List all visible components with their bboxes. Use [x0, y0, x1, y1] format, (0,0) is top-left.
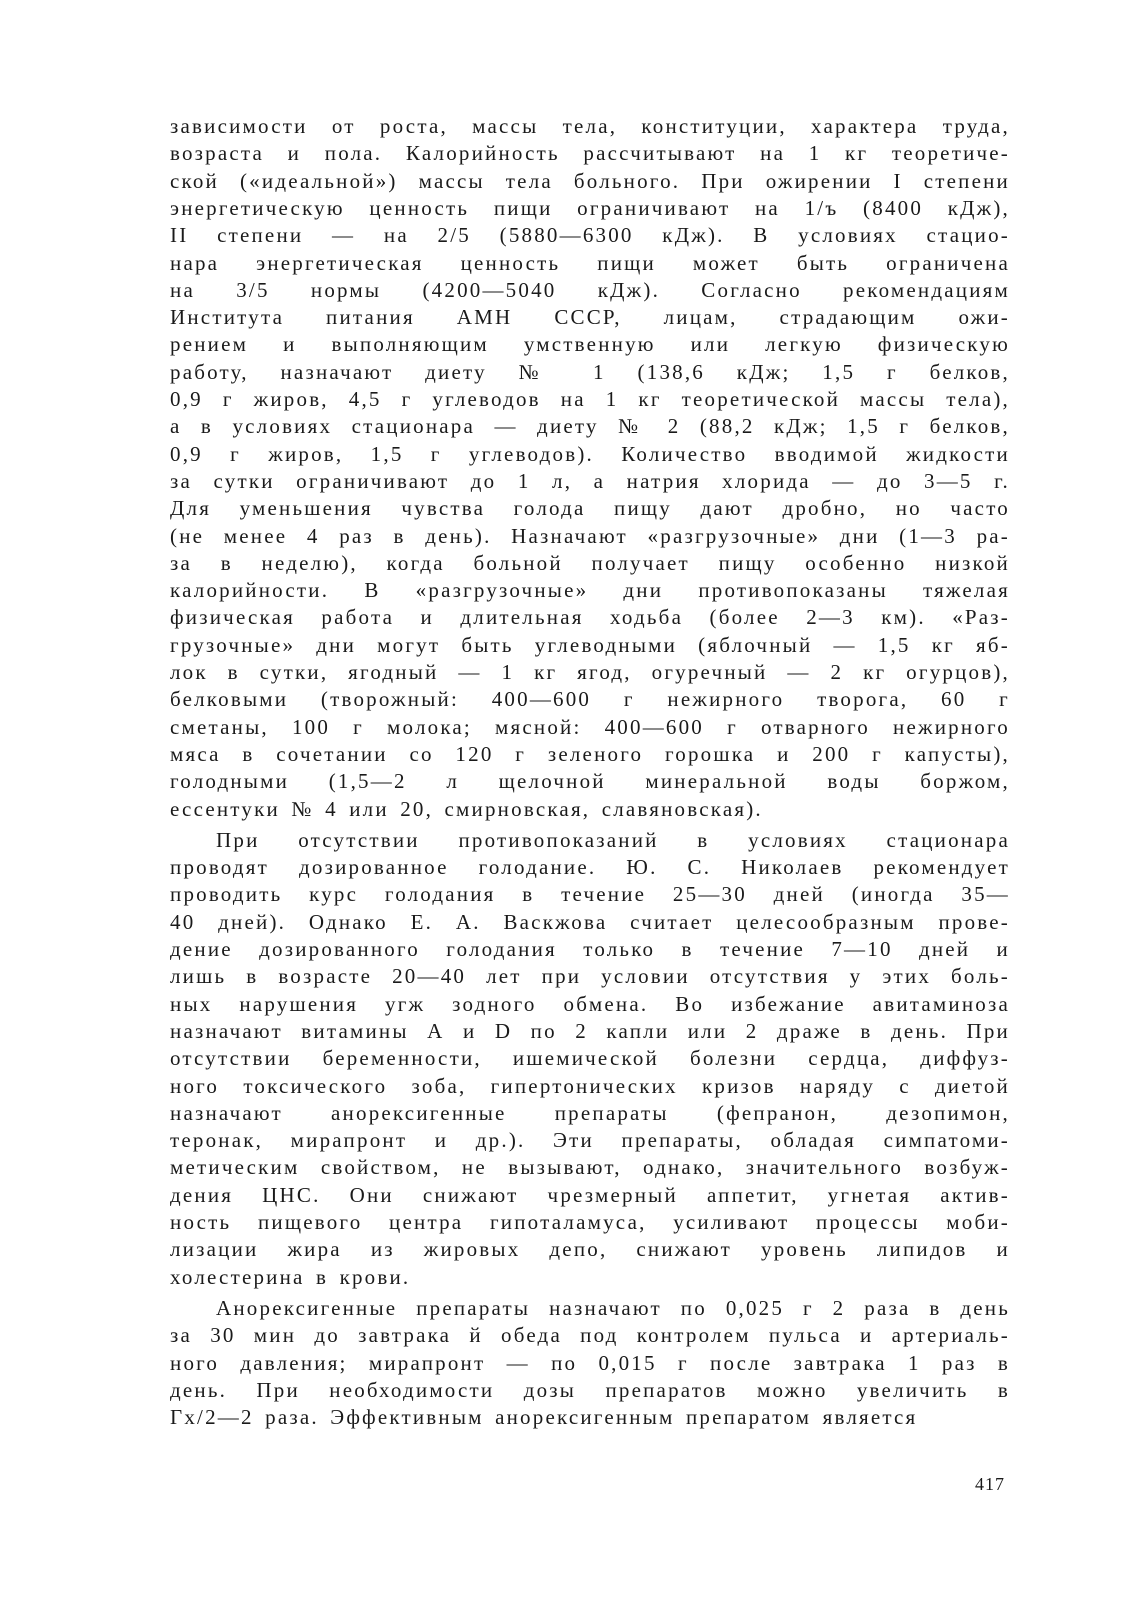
- page-number: 417: [975, 1474, 1005, 1494]
- text-line: возраста и пола. Калорийность рассчитывают на 1 кг теоретиче-: [170, 141, 1010, 166]
- text-line: ных нарушения угж зодного обмена. Во избежание авитаминоза: [170, 991, 1010, 1016]
- text-line: нара энергетическая ценность пищи может быть ограничена: [170, 250, 1010, 275]
- text-line: мяса в сочетании со 120 г зеленого горошка и 200 г капусты),: [170, 741, 1010, 766]
- text-line: ного давления; мирапронт — по 0,015 г после завтрака 1 раз в: [170, 1350, 1010, 1375]
- text-line: день. При необходимости дозы препаратов можно увеличить в: [170, 1377, 1010, 1402]
- text-line: 0,9 г жиров, 4,5 г углеводов на 1 кг теоретической массы тела),: [170, 387, 1010, 411]
- text-line: Гx/2—2 раза. Эффективным анорексигенным препаратом является: [170, 1405, 918, 1430]
- text-line: отсутствии беременности, ишемической болезни сердца, диффуз-: [170, 1046, 1010, 1071]
- text-line: а в условиях стационара — диету № 2 (88,2 кДж; 1,5 г белков,: [170, 414, 1010, 439]
- text-line: дение дозированного голодания только в течение 7—10 дней и: [170, 937, 1010, 961]
- text-line: проводят дозированное голодание. Ю. С. Николаев рекомендует: [170, 855, 1010, 880]
- text-line: энергетическую ценность пищи ограничивают на 1/ъ (8400 кДж),: [170, 195, 1010, 220]
- text-line: II степени — на 2/5 (5880—6300 кДж). В условиях стацио-: [170, 223, 1010, 248]
- text-line: за в неделю), когда больной получает пищу особенно низкой: [170, 550, 1010, 575]
- text-line: холестерина в крови.: [170, 1264, 411, 1289]
- text-line: При отсутствии противопоказаний в условиях стационара: [216, 827, 1010, 852]
- text-line: лок в сутки, ягодный — 1 кг ягод, огуречный — 2 кг огурцов),: [170, 660, 1010, 684]
- text-line: назначают анорексигенные препараты (фепранон, дезопимон,: [170, 1100, 1010, 1125]
- text-line: зависимости от роста, массы тела, конституции, характера труда,: [170, 114, 1010, 138]
- text-line: Для уменьшения чувства голода пищу дают дробно, но часто: [170, 496, 1010, 521]
- text-line: 0,9 г жиров, 1,5 г углеводов). Количество вводимой жидкости: [170, 441, 1010, 466]
- text-line: белковыми (творожный: 400—600 г нежирного творога, 60 г: [170, 687, 1010, 712]
- text-line: на 3/5 нормы (4200—5040 кДж). Согласно рекомендациям: [170, 277, 1010, 302]
- text-line: лишь в возрасте 20—40 лет при условии отсутствия у этих боль-: [170, 964, 1010, 989]
- text-line: теронак, мирапронт и др.). Эти препараты, обладая симпатоми-: [170, 1128, 1010, 1153]
- text-line: физическая работа и длительная ходьба (более 2—3 км). «Раз-: [170, 605, 1010, 630]
- text-line: Анорексигенные препараты назначают по 0,025 г 2 раза в день: [216, 1295, 1010, 1320]
- text-line: 40 дней). Однако Е. А. Васкжова считает целесообразным прове-: [170, 909, 1010, 934]
- text-line: проводить курс голодания в течение 25—30 дней (иногда 35—: [170, 882, 1010, 907]
- text-line: ного токсического зоба, гипертонических кризов наряду с диетой: [170, 1073, 1010, 1098]
- text-line: лизации жира из жировых депо, снижают уровень липидов и: [170, 1237, 1010, 1262]
- text-line: калорийности. В «разгрузочные» дни противопоказаны тяжелая: [170, 578, 1010, 603]
- text-line: голодными (1,5—2 л щелочной минеральной воды боржом,: [170, 769, 1010, 794]
- text-line: за сутки ограничивают до 1 л, а натрия хлорида — до 3—5 г.: [170, 468, 1010, 493]
- text-line: назначают витамины А и D по 2 капли или 2 драже в день. При: [170, 1018, 1010, 1043]
- text-line: за 30 мин до завтрака й обеда под контролем пульса и артериаль-: [170, 1323, 1010, 1348]
- text-line: (не менее 4 раз в день). Назначают «разгрузочные» дни (1—3 ра-: [170, 523, 1010, 548]
- text-line: сметаны, 100 г молока; мясной: 400—600 г отварного нежирного: [170, 714, 1010, 739]
- text-line: работу, назначают диету № 1 (138,6 кДж; 1,5 г белков,: [170, 359, 1010, 384]
- text-line: грузочные» дни могут быть углеводными (яблочный — 1,5 кг яб-: [170, 632, 1010, 657]
- text-line: Института питания АМН СССР, лицам, страдающим ожи-: [170, 305, 1010, 330]
- text-line: дения ЦНС. Они снижают чрезмерный аппетит, угнетая актив-: [170, 1182, 1010, 1207]
- text-line: рением и выполняющим умственную или легкую физическую: [170, 332, 1010, 357]
- text-line: метическим свойством, не вызывают, однако, значительного возбуж-: [170, 1155, 1010, 1180]
- text-line: ность пищевого центра гипоталамуса, усиливают процессы моби-: [170, 1210, 1010, 1234]
- text-line: ской («идеальной») массы тела больного. При ожирении I степени: [170, 168, 1010, 193]
- text-line: ессентуки № 4 или 20, смирновская, славяновская).: [170, 796, 763, 821]
